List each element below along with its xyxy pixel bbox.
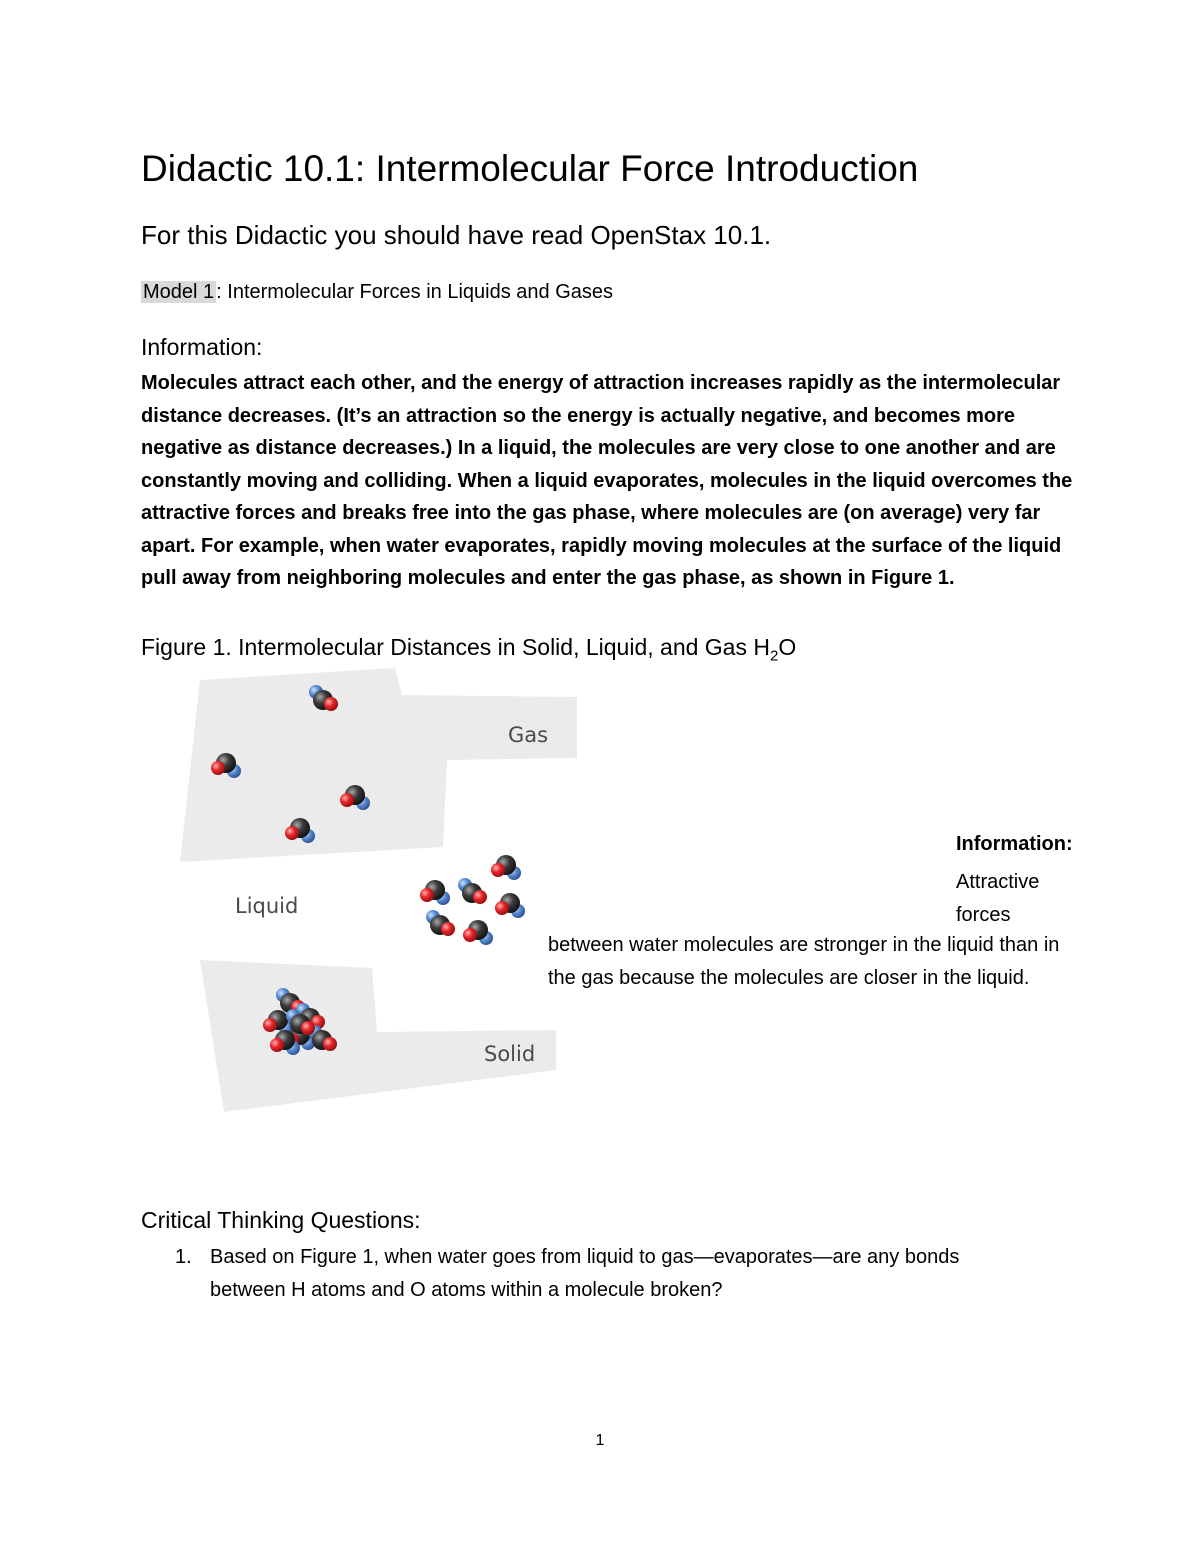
side-information-heading: Information: bbox=[956, 833, 1073, 855]
side-information-text-part1: Attractive forces bbox=[956, 871, 1040, 926]
model-heading bbox=[141, 281, 613, 304]
question-item bbox=[175, 1241, 1035, 1306]
critical-thinking-heading: Critical Thinking Questions: bbox=[141, 1207, 421, 1233]
page-number: 1 bbox=[595, 1432, 605, 1449]
question-number: 1. bbox=[175, 1246, 192, 1268]
subtitle: For this Didactic you should have read OpenStax 10.1. bbox=[141, 220, 772, 250]
figure-caption-subscript: 2 bbox=[769, 647, 779, 665]
gas-panel bbox=[180, 668, 577, 862]
model-label: : Intermolecular Forces in Liquids and Gases bbox=[216, 281, 614, 303]
side-information-text-part2: between water molecules are stronger in the liquid than in the gas because the molecules are closer in the liquid. bbox=[548, 934, 1060, 989]
liquid-label: Liquid bbox=[235, 894, 299, 918]
model-tag: Model 1 bbox=[143, 281, 215, 303]
question-text: Based on Figure 1, when water goes from liquid to gas—evaporates—are any bonds between H atoms and O atoms within a molecule broken? bbox=[210, 1246, 960, 1301]
information-body: Molecules attract each other, and the energy of attraction increases rapidly as the intermolecular distance decreases. (It’s an attraction so the energy is actually negative, and becomes more negative as distance decreases.) In a liquid, the molecules are very close to one another and are constantly moving and colliding. When a liquid evaporates, molecules in the liquid overcomes the attractive forces and breaks free into the gas phase, where molecules are (on average) very far apart. For example, when water evaporates, rapidly moving molecules at the surface of the liquid pull away from neighboring molecules and enter the gas phase, as shown in Figure 1. bbox=[141, 372, 1073, 589]
figure-caption-end: O bbox=[778, 634, 797, 660]
solid-panel bbox=[200, 960, 556, 1112]
liquid-molecules bbox=[420, 855, 525, 945]
figure-caption-main: Figure 1. Intermolecular Distances in Solid, Liquid, and Gas H bbox=[141, 634, 770, 660]
figure-1-diagram bbox=[0, 660, 620, 1120]
information-heading: Information: bbox=[141, 334, 263, 360]
gas-label: Gas bbox=[508, 723, 549, 747]
page-title: Didactic 10.1: Intermolecular Force Introduction bbox=[141, 148, 919, 189]
solid-label: Solid bbox=[484, 1042, 536, 1066]
